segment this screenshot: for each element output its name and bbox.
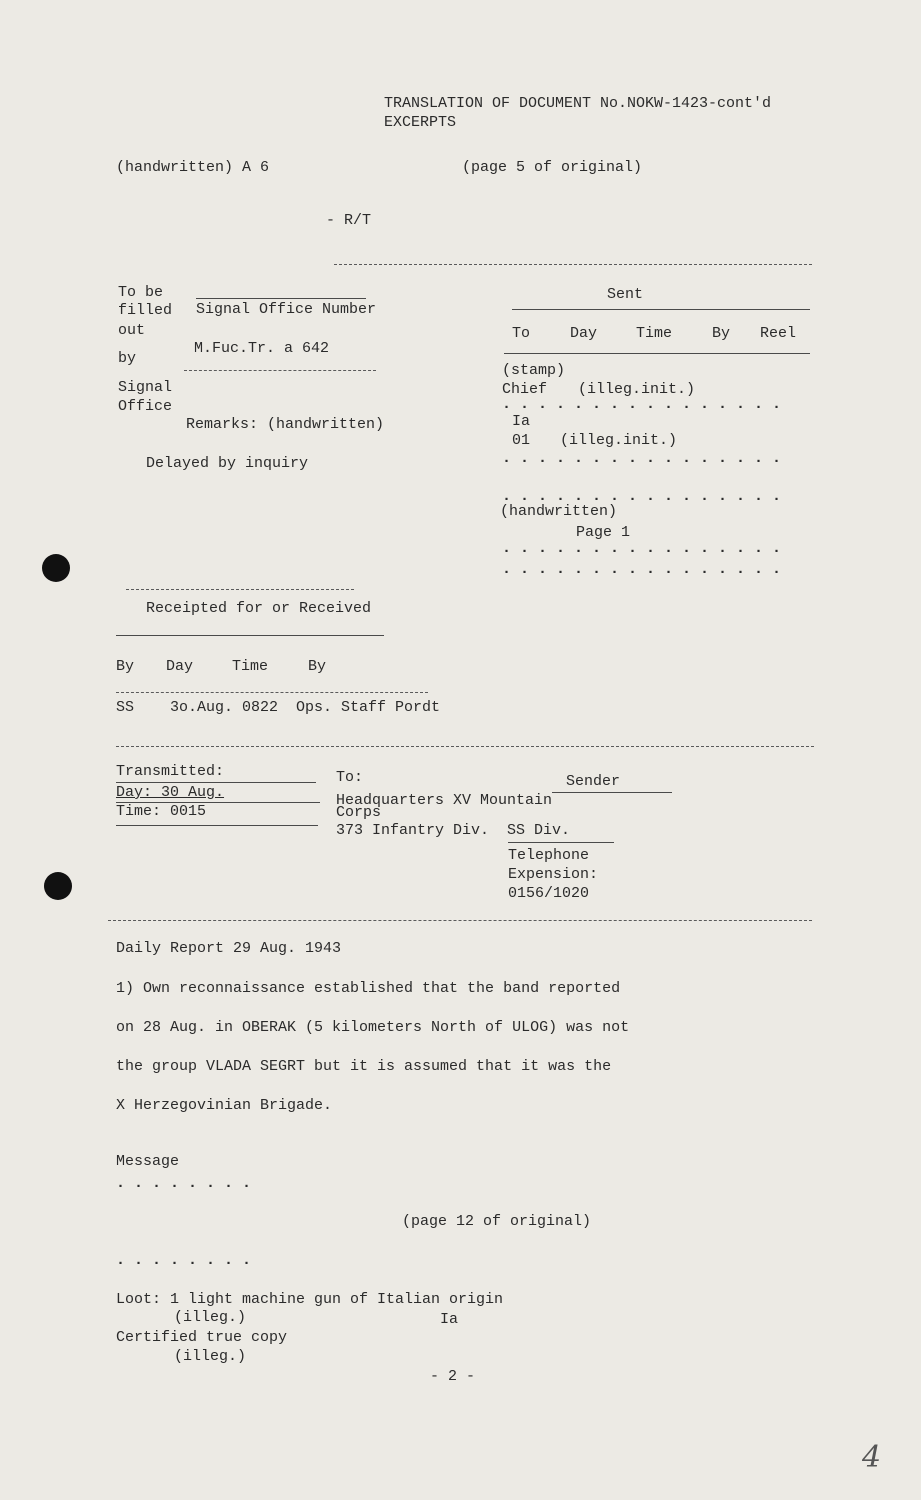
o1-initials: (illeg.init.) [560,432,678,449]
receipt-col-day: Day [166,658,194,675]
sent-col-by: By [712,325,731,342]
o1-label: 01 [512,432,531,449]
delayed-note: Delayed by inquiry [146,455,309,472]
daily-report-heading: Daily Report 29 Aug. 1943 [116,940,342,957]
transmitted-day: Day: 30 Aug. [116,784,225,801]
handwritten-ref: (handwritten) A 6 [116,159,270,176]
remarks-label: Remarks: (handwritten) [186,416,385,433]
message-label: Message [116,1153,180,1170]
certified-label: Certified true copy [116,1329,288,1346]
punch-hole-top [42,554,70,582]
page-ref: (page 5 of original) [462,159,643,176]
receipt-col-by: By [116,658,135,675]
sender-label: Sender [566,773,621,790]
signal-office-number-label: Signal Office Number [196,301,377,318]
by-label: by [118,350,137,367]
punch-hole-bottom [44,872,72,900]
divider [504,353,810,354]
document-title: TRANSLATION OF DOCUMENT No.NOKW-1423-cont'd [384,95,772,112]
telephone-number: 0156/1020 [508,885,590,902]
dotted-line: ................ [502,540,791,557]
office-label: Office [118,398,173,415]
divider [512,309,810,310]
transmitted-time: Time: 0015 [116,803,207,820]
divider [116,746,814,747]
chief-label: Chief [502,381,548,398]
paragraph-line-3: the group VLADA SEGRT but it is assumed that it was the [116,1058,612,1075]
page-1-label: Page 1 [576,524,631,541]
paragraph-line-2: on 28 Aug. in OBERAK (5 kilometers North of ULOG) was not [116,1019,630,1036]
divider [116,825,318,826]
to-label: To: [336,769,364,786]
transmitted-label: Transmitted: [116,763,225,780]
chief-initials: (illeg.init.) [578,381,696,398]
divider [126,589,354,590]
sent-title: Sent [607,286,644,303]
divider [196,298,366,299]
illeg-1: (illeg.) [174,1309,247,1326]
to-line-3: 373 Infantry Div. SS Div. [336,822,571,839]
sent-col-time: Time [636,325,673,342]
divider [116,635,384,636]
page-number: - 2 - [430,1368,476,1385]
page-12-ref: (page 12 of original) [402,1213,592,1230]
loot-line: Loot: 1 light machine gun of Italian origin [116,1291,504,1308]
paragraph-line-4: X Herzegovinian Brigade. [116,1097,333,1114]
corner-page-number: 4 [862,1440,882,1475]
sent-col-day: Day [570,325,598,342]
divider [334,264,812,265]
divider [184,370,376,371]
divider [116,782,316,783]
signal-label: Signal [118,379,173,396]
dotted-line: ................ [502,488,791,505]
paragraph-line-1: 1) Own reconnaissance established that the band reported [116,980,621,997]
expension-label: Expension: [508,866,599,883]
filled-label: filled [118,302,173,319]
dotted-line: ................ [502,561,791,578]
divider [508,842,614,843]
handwritten-label: (handwritten) [500,503,618,520]
document-subtitle: EXCERPTS [384,114,457,131]
signal-office-number: M.Fuc.Tr. a 642 [194,340,330,357]
to-be-label: To be [118,284,164,301]
rt-label: - R/T [326,212,372,229]
illeg-2: (illeg.) [174,1348,247,1365]
divider [552,792,672,793]
sent-col-to: To [512,325,531,342]
dotted-line: ................ [502,450,791,467]
dotted-line: ........ [116,1175,261,1192]
dotted-line: ................ [502,396,791,413]
sent-col-reel: Reel [760,325,797,342]
divider [116,692,428,693]
divider [108,920,812,921]
receipt-title: Receipted for or Received [146,600,372,617]
receipt-col-by2: By [308,658,327,675]
telephone-label: Telephone [508,847,590,864]
dotted-line: ........ [116,1252,261,1269]
receipt-col-time: Time [232,658,269,675]
ia-signature: Ia [440,1311,459,1328]
stamp-label: (stamp) [502,362,566,379]
ia-label: Ia [512,413,531,430]
receipt-row: SS 3o.Aug. 0822 Ops. Staff Pordt [116,699,441,716]
to-line-1: Headquarters XV Mountain [336,792,553,809]
out-label: out [118,322,146,339]
to-line-2: Corps [336,804,382,821]
